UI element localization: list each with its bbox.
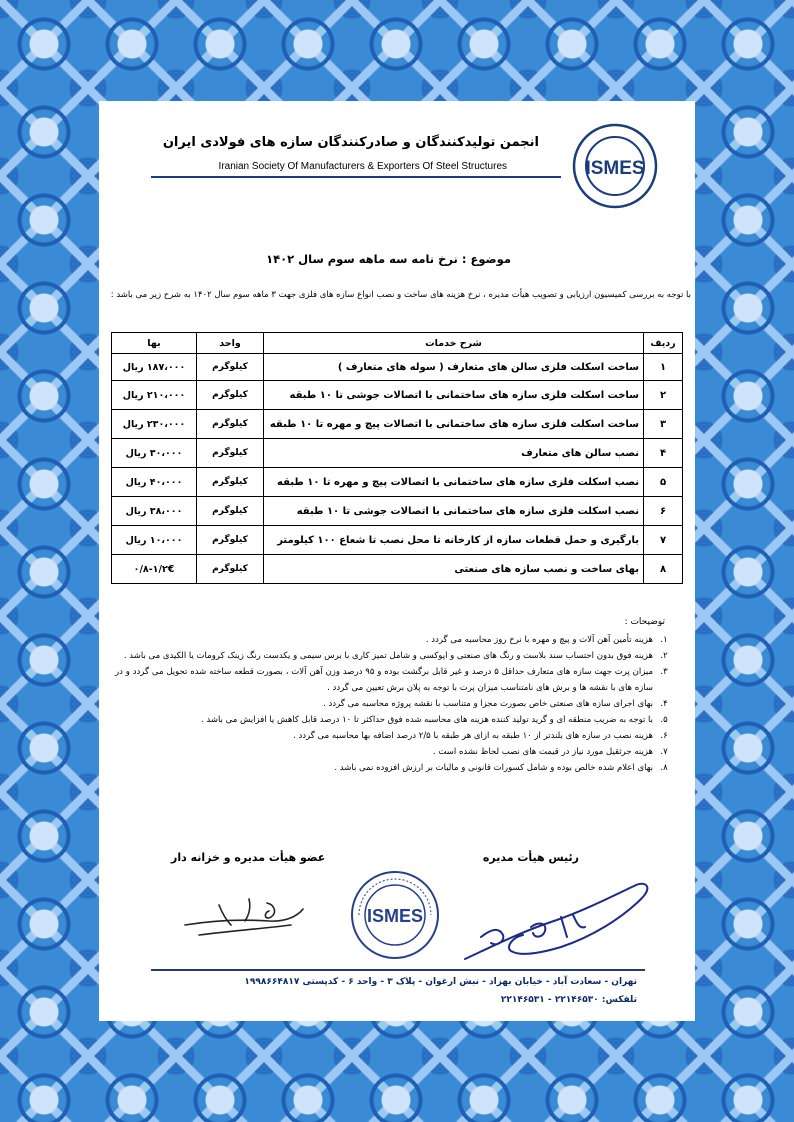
row-idx: ۸ [644, 555, 683, 584]
table-row [112, 381, 683, 410]
note-item [115, 632, 675, 648]
row-unit: کیلوگرم [197, 526, 264, 555]
note-text: هزینه جرثقیل مورد نیاز در قیمت های نصب لحاظ نشده است . [433, 747, 653, 757]
rates-table [111, 332, 683, 584]
table-row [112, 468, 683, 497]
note-number: ۳. [660, 667, 668, 677]
table-row [112, 526, 683, 555]
row-idx: ۷ [644, 526, 683, 555]
row-desc: ساخت اسکلت فلزی سالن های متعارف ( سوله های متعارف ) [264, 354, 644, 381]
table-row [112, 354, 683, 381]
footer-rule [151, 969, 645, 971]
row-desc: نصب سالن های متعارف [264, 439, 644, 468]
note-text: با توجه به ضریب منطقه ای و گرید تولید کننده هزینه های محاسبه شده فوق حداکثر تا ۱۰ درصد قابل کاهش یا افزایش می باشد . [200, 715, 653, 725]
row-idx: ۵ [644, 468, 683, 497]
note-text: بهای اجرای سازه های صنعتی خاص بصورت مجزا و متناسب با نقشه پروژه محاسبه می گردد . [323, 699, 653, 709]
note-text: میزان پرت جهت سازه های متعارف حداقل ۵ درصد و غیر قابل برگشت بوده و ۹۵ درصد وزن آهن آلات ، بصورت قطعه ساخته شده تحویل می گردد و در سازه های با نقشه ها و برش های نامتناسب میزان پرت با توجه به پلان برش تعیین می گردد . [115, 667, 654, 693]
header-price: بها [112, 333, 197, 354]
note-item [115, 712, 675, 728]
chairman-title: رئیس هیأت مدیره [482, 851, 579, 864]
stamp-text: ISMES [366, 906, 424, 926]
header-idx: ردیف [644, 333, 683, 354]
note-number: ۶. [660, 731, 668, 741]
subject-line: موضوع : نرخ نامه سه ماهه سوم سال ۱۴۰۲ [266, 252, 511, 266]
note-item [115, 664, 675, 696]
note-text: بهای اعلام شده خالص بوده و شامل کسورات قانونی و مالیات بر ارزش افزوده نمی باشد . [334, 763, 653, 773]
row-idx: ۳ [644, 410, 683, 439]
row-unit: کیلوگرم [197, 497, 264, 526]
notes-title: توضیحات : [624, 617, 665, 627]
header-desc: شرح خدمات [264, 333, 644, 354]
row-unit: کیلوگرم [197, 354, 264, 381]
row-idx: ۱ [644, 354, 683, 381]
logo-text: ISMES [585, 158, 645, 179]
row-price: ۳۰،۰۰۰ ریال [112, 439, 197, 468]
chairman-signature [461, 877, 657, 967]
ismes-stamp [349, 869, 441, 961]
row-idx: ۶ [644, 497, 683, 526]
row-unit: کیلوگرم [197, 468, 264, 497]
header-rule [151, 176, 561, 178]
note-item [115, 728, 675, 744]
row-idx: ۲ [644, 381, 683, 410]
ismes-logo [572, 123, 658, 209]
note-item [115, 648, 675, 664]
row-price: ۲۱۰،۰۰۰ ریال [112, 381, 197, 410]
row-desc: نصب اسکلت فلزی سازه های ساختمانی با اتصالات پیچ و مهره تا ۱۰ طبقه [264, 468, 644, 497]
row-desc: ساخت اسکلت فلزی سازه های ساختمانی با اتصالات جوشی تا ۱۰ طبقه [264, 381, 644, 410]
note-item [115, 744, 675, 760]
note-text: هزینه تأمین آهن آلات و پیچ و مهره با نرخ روز محاسبه می گردد . [425, 635, 653, 645]
note-number: ۲. [660, 651, 668, 661]
treasurer-title: عضو هیأت مدیره و خزانه دار [171, 851, 326, 864]
row-price: ۲۳۰،۰۰۰ ریال [112, 410, 197, 439]
row-unit: کیلوگرم [197, 439, 264, 468]
header-unit: واحد [197, 333, 264, 354]
row-unit: کیلوگرم [197, 410, 264, 439]
table-row [112, 410, 683, 439]
note-number: ۸. [660, 763, 668, 773]
row-unit: کیلوگرم [197, 555, 264, 584]
row-desc: ساخت اسکلت فلزی سازه های ساختمانی با اتصالات پیچ و مهره تا ۱۰ طبقه [264, 410, 644, 439]
note-number: ۱. [660, 635, 668, 645]
note-item [115, 696, 675, 712]
row-idx: ۴ [644, 439, 683, 468]
row-desc: نصب اسکلت فلزی سازه های ساختمانی با اتصالات جوشی تا ۱۰ طبقه [264, 497, 644, 526]
letter-page [99, 101, 695, 1021]
note-number: ۴. [660, 699, 668, 709]
intro-paragraph: با توجه به بررسی کمیسیون ارزیابی و تصویب هیأت مدیره ، نرخ هزینه های ساخت و نصب انواع سازه های فلزی جهت ۳ ماهه سوم سال ۱۴۰۲ به شرح زیر می باشد : [110, 290, 691, 300]
note-text: هزینه نصب در سازه های بلندتر از ۱۰ طبقه به ازای هر طبقه با ۲/۵ درصد اضافه بها محاسبه می گردد . [293, 731, 653, 741]
row-price: ۱۸۷،۰۰۰ ریال [112, 354, 197, 381]
row-price: ۱/۲€-۰/۸ [112, 555, 197, 584]
row-unit: کیلوگرم [197, 381, 264, 410]
note-number: ۷. [660, 747, 668, 757]
row-price: ۴۰،۰۰۰ ریال [112, 468, 197, 497]
note-number: ۵. [660, 715, 668, 725]
row-desc: بهای ساخت و نصب سازه های صنعتی [264, 555, 644, 584]
table-header-row [112, 333, 683, 354]
row-desc: بارگیری و حمل قطعات سازه از کارخانه تا محل نصب تا شعاع ۱۰۰ کیلومتر [264, 526, 644, 555]
org-name-fa: انجمن تولیدکنندگان و صادرکنندگان سازه های فولادی ایران [162, 135, 539, 150]
note-text: هزینه فوق بدون احتساب سند بلاست و رنگ های صنعتی و اپوکسی و شامل تمیز کاری با برس سیمی و یکدست رنگ زینک کرومات یا الکیدی می باشد . [123, 651, 653, 661]
row-price: ۳۸،۰۰۰ ریال [112, 497, 197, 526]
row-price: ۱۰،۰۰۰ ریال [112, 526, 197, 555]
footer-address: تهران - سعادت آباد - خیابان بهزاد - نبش ارغوان - پلاک ۳ - واحد ۶ - کدپستی ۱۹۹۸۶۶۴۸۱۷ [244, 977, 637, 987]
org-name-en: Iranian Society Of Manufacturers & Exporters Of Steel Structures [218, 161, 507, 172]
footer-telfax: تلفکس: ۲۲۱۴۶۵۳۰ - ۲۲۱۴۶۵۳۱ [500, 995, 637, 1005]
notes-list [115, 632, 675, 776]
treasurer-signature [179, 885, 309, 955]
table-row [112, 497, 683, 526]
table-row [112, 555, 683, 584]
note-item [115, 760, 675, 776]
table-row [112, 439, 683, 468]
